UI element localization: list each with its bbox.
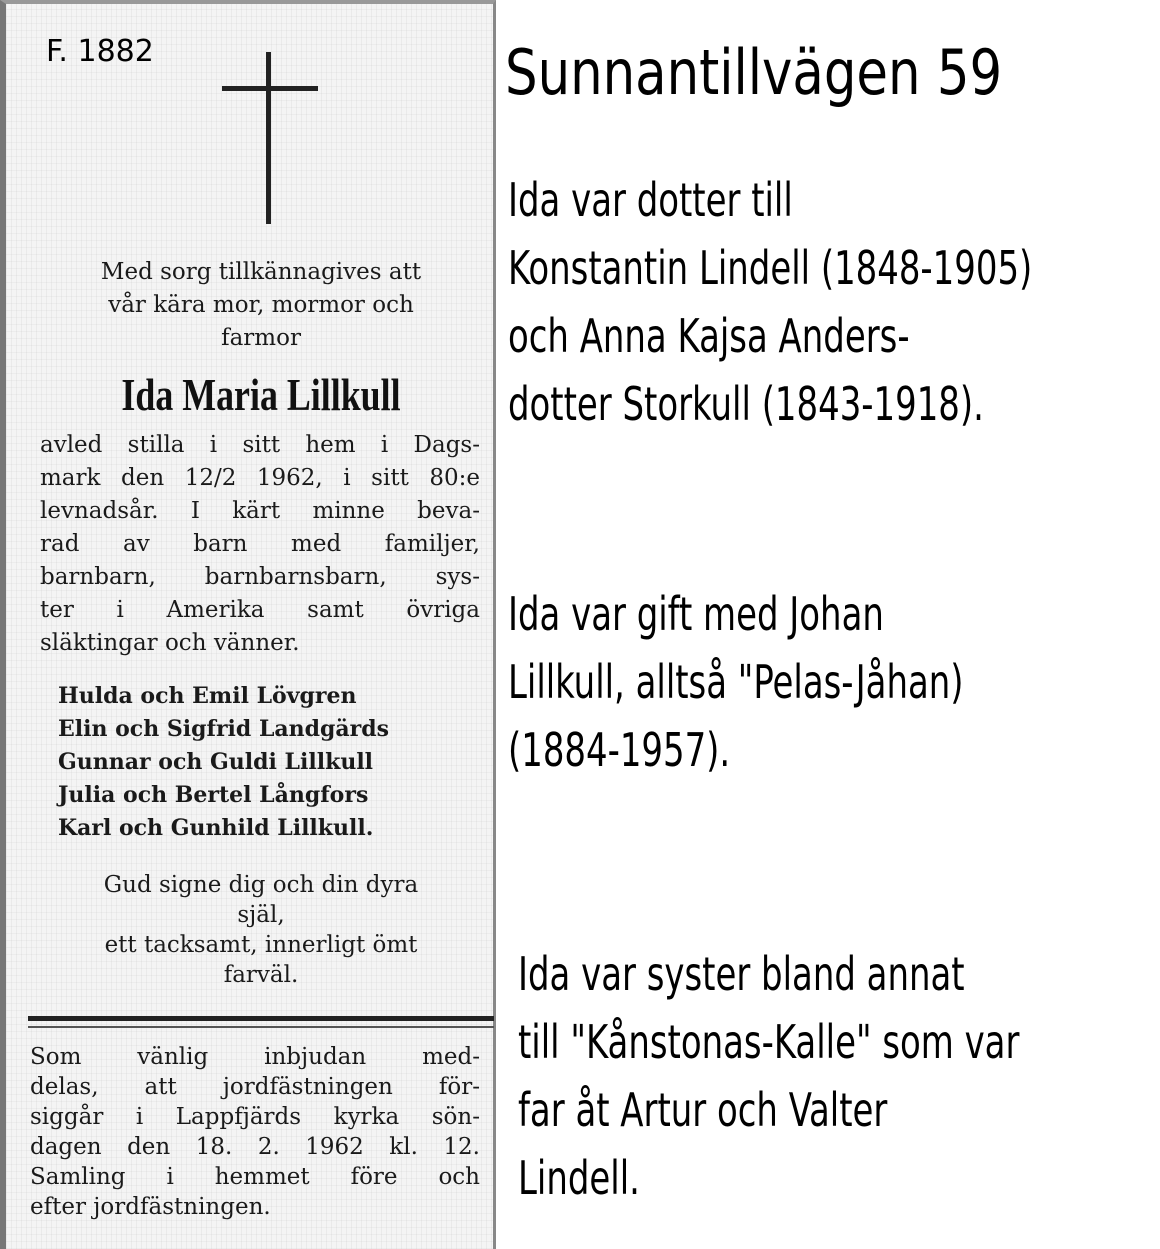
note-line: och Anna Kajsa Anders- bbox=[508, 309, 910, 363]
mourners-list bbox=[58, 680, 478, 845]
verse-line: själ, bbox=[237, 902, 285, 928]
note-line: Lindell. bbox=[518, 1151, 640, 1205]
note-line: dotter Storkull (1843-1918). bbox=[508, 377, 984, 431]
body-line: mark den 12/2 1962, i sitt 80:e bbox=[40, 465, 480, 491]
invitation-line: delas, att jordfästningen för- bbox=[30, 1074, 480, 1100]
note-line: Ida var dotter till bbox=[508, 173, 793, 227]
body-line: ter i Amerika samt övriga bbox=[40, 597, 480, 623]
mourner-name: Julia och Bertel Långfors bbox=[58, 782, 369, 808]
intro-line: farmor bbox=[221, 325, 301, 351]
address-heading: Sunnantillvägen 59 bbox=[505, 36, 1003, 109]
cross-icon bbox=[216, 52, 326, 227]
memorial-verse bbox=[46, 870, 476, 990]
invitation-line: Samling i hemmet före och bbox=[30, 1164, 480, 1190]
invitation-line: efter jordfästningen. bbox=[30, 1194, 271, 1220]
obituary-body bbox=[40, 429, 480, 660]
mourner-name: Elin och Sigfrid Landgärds bbox=[58, 716, 390, 742]
intro-line: Med sorg tillkännagives att bbox=[100, 259, 422, 285]
obituary-intro bbox=[46, 256, 476, 355]
sibling-note bbox=[518, 940, 1019, 1212]
intro-line: vår kära mor, mormor och bbox=[108, 292, 414, 318]
invitation-line: Som vänlig inbjudan med- bbox=[30, 1044, 480, 1070]
note-line: Konstantin Lindell (1848-1905) bbox=[508, 241, 1033, 295]
parents-note bbox=[508, 166, 1032, 438]
verse-line: Gud signe dig och din dyra bbox=[103, 872, 419, 898]
body-line: barnbarn, barnbarnsbarn, sys- bbox=[40, 564, 480, 590]
note-line: far åt Artur och Valter bbox=[518, 1083, 888, 1137]
funeral-invitation bbox=[30, 1042, 480, 1222]
obituary-clipping bbox=[0, 0, 496, 1249]
note-line: till "Kånstonas-Kalle" som var bbox=[518, 1015, 1020, 1069]
verse-line: farväl. bbox=[223, 962, 299, 988]
note-line: Ida var syster bland annat bbox=[518, 947, 965, 1001]
marriage-note bbox=[508, 580, 964, 784]
mourner-name: Gunnar och Guldi Lillkull bbox=[58, 749, 374, 775]
body-line: släktingar och vänner. bbox=[40, 630, 300, 656]
note-line: (1884-1957). bbox=[508, 723, 731, 777]
mourner-name: Hulda och Emil Lövgren bbox=[58, 683, 357, 709]
note-line: Ida var gift med Johan bbox=[508, 587, 884, 641]
note-line: Lillkull, alltså "Pelas-Jåhan) bbox=[508, 655, 964, 709]
body-line: levnadsår. I kärt minne beva- bbox=[40, 498, 480, 524]
divider bbox=[28, 1026, 494, 1028]
verse-line: ett tacksamt, innerligt ömt bbox=[104, 932, 418, 958]
body-line: rad av barn med familjer, bbox=[40, 531, 480, 557]
body-line: avled stilla i sitt hem i Dags- bbox=[40, 432, 480, 458]
birth-year-label: F. 1882 bbox=[46, 34, 154, 69]
deceased-name: Ida Maria Lillkull bbox=[121, 369, 401, 420]
divider bbox=[28, 1016, 494, 1021]
mourner-name: Karl och Gunhild Lillkull. bbox=[58, 815, 374, 841]
invitation-line: dagen den 18. 2. 1962 kl. 12. bbox=[30, 1134, 480, 1160]
invitation-line: siggår i Lappfjärds kyrka sön- bbox=[30, 1104, 480, 1130]
